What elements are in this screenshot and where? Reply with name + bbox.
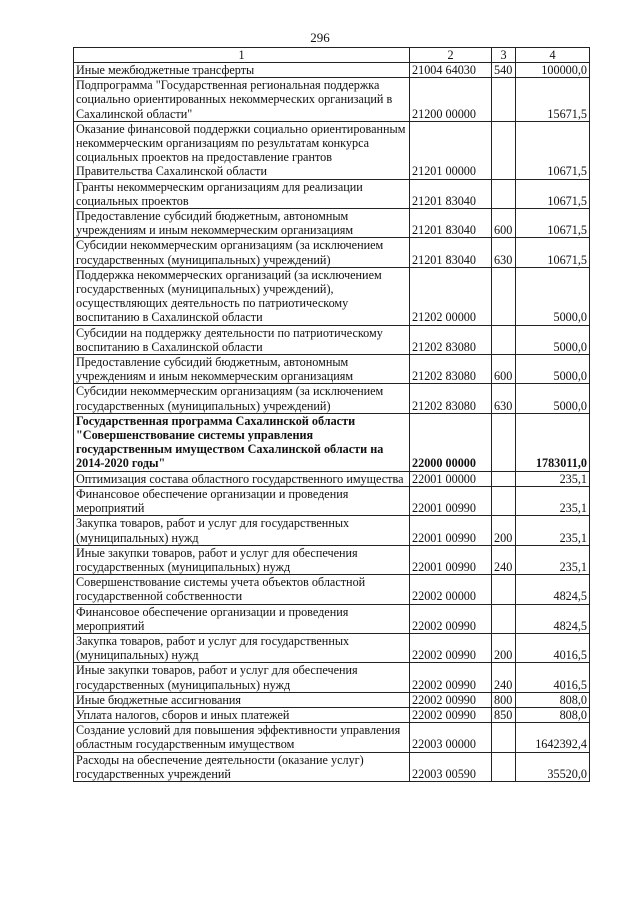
row-vr xyxy=(492,78,516,122)
row-code: 22002 00990 xyxy=(410,663,492,692)
row-code: 21202 83080 xyxy=(410,384,492,413)
row-sum: 4016,5 xyxy=(516,633,590,662)
row-sum: 808,0 xyxy=(516,707,590,722)
row-sum: 5000,0 xyxy=(516,267,590,325)
row-name: Предоставление субсидий бюджетным, автономным учреждениям и иным некоммерческим организациям xyxy=(74,209,410,238)
row-code: 22003 00590 xyxy=(410,752,492,781)
header-col-name: 1 xyxy=(74,48,410,63)
row-name: Финансовое обеспечение организации и проведения мероприятий xyxy=(74,604,410,633)
row-vr: 630 xyxy=(492,238,516,267)
row-sum: 235,1 xyxy=(516,516,590,545)
row-code: 22001 00990 xyxy=(410,545,492,574)
table-row xyxy=(74,604,590,633)
row-code: 21202 00000 xyxy=(410,267,492,325)
row-code: 22002 00990 xyxy=(410,692,492,707)
row-code: 21202 83080 xyxy=(410,325,492,354)
row-name: Иные закупки товаров, работ и услуг для обеспечения государственных (муниципальных) нужд xyxy=(74,663,410,692)
row-sum: 235,1 xyxy=(516,545,590,574)
row-name: Уплата налогов, сборов и иных платежей xyxy=(74,707,410,722)
row-sum: 4824,5 xyxy=(516,604,590,633)
row-code: 22002 00990 xyxy=(410,604,492,633)
row-sum: 4824,5 xyxy=(516,575,590,604)
table-row xyxy=(74,384,590,413)
row-code: 22002 00990 xyxy=(410,633,492,662)
row-sum: 35520,0 xyxy=(516,752,590,781)
row-code: 22001 00990 xyxy=(410,516,492,545)
row-name: Поддержка некоммерческих организаций (за исключением государственных (муниципальных) учреждений), осуществляющих деятельность по патриотическому воспитанию в Сахалинской области xyxy=(74,267,410,325)
row-vr: 600 xyxy=(492,209,516,238)
row-code: 22002 00000 xyxy=(410,575,492,604)
row-vr xyxy=(492,604,516,633)
row-code: 21200 00000 xyxy=(410,78,492,122)
row-name: Закупка товаров, работ и услуг для государственных (муниципальных) нужд xyxy=(74,516,410,545)
table-row xyxy=(74,486,590,515)
row-name: Государственная программа Сахалинской области "Совершенствование системы управления государственным имуществом Сахалинской области на 2014-2020 годы" xyxy=(74,413,410,471)
row-sum: 235,1 xyxy=(516,471,590,486)
row-code: 21201 00000 xyxy=(410,121,492,179)
row-name: Финансовое обеспечение организации и проведения мероприятий xyxy=(74,486,410,515)
table-row xyxy=(74,325,590,354)
budget-table xyxy=(73,47,590,782)
row-sum: 808,0 xyxy=(516,692,590,707)
table-row xyxy=(74,723,590,752)
table-row xyxy=(74,471,590,486)
row-vr xyxy=(492,471,516,486)
row-vr: 240 xyxy=(492,545,516,574)
row-vr xyxy=(492,752,516,781)
row-code: 22002 00990 xyxy=(410,707,492,722)
row-name: Иные межбюджетные трансферты xyxy=(74,63,410,78)
row-sum: 10671,5 xyxy=(516,179,590,208)
row-name: Иные закупки товаров, работ и услуг для обеспечения государственных (муниципальных) нужд xyxy=(74,545,410,574)
row-code: 21004 64030 xyxy=(410,63,492,78)
table-row xyxy=(74,355,590,384)
row-vr xyxy=(492,267,516,325)
row-vr: 600 xyxy=(492,355,516,384)
row-code: 22000 00000 xyxy=(410,413,492,471)
row-vr xyxy=(492,325,516,354)
row-name: Оказание финансовой поддержки социально ориентированным некоммерческим организациям по результатам конкурса социальных проектов на предоставление грантов Правительства Сахалинской области xyxy=(74,121,410,179)
row-code: 21201 83040 xyxy=(410,238,492,267)
table-row xyxy=(74,413,590,471)
header-col-sum: 4 xyxy=(516,48,590,63)
row-sum: 15671,5 xyxy=(516,78,590,122)
row-name: Субсидии некоммерческим организациям (за исключением государственных (муниципальных) учреждений) xyxy=(74,238,410,267)
budget-table-body xyxy=(74,48,590,782)
table-row xyxy=(74,633,590,662)
row-name: Предоставление субсидий бюджетным, автономным учреждениям и иным некоммерческим организациям xyxy=(74,355,410,384)
header-col-vr: 3 xyxy=(492,48,516,63)
table-row xyxy=(74,707,590,722)
table-row xyxy=(74,516,590,545)
row-sum: 100000,0 xyxy=(516,63,590,78)
row-vr xyxy=(492,575,516,604)
row-sum: 10671,5 xyxy=(516,121,590,179)
row-code: 22001 00990 xyxy=(410,486,492,515)
row-code: 22001 00000 xyxy=(410,471,492,486)
row-name: Совершенствование системы учета объектов областной государственной собственности xyxy=(74,575,410,604)
row-vr: 800 xyxy=(492,692,516,707)
row-vr xyxy=(492,413,516,471)
row-sum: 1783011,0 xyxy=(516,413,590,471)
row-vr: 850 xyxy=(492,707,516,722)
row-name: Гранты некоммерческим организациям для реализации социальных проектов xyxy=(74,179,410,208)
row-sum: 235,1 xyxy=(516,486,590,515)
table-row xyxy=(74,121,590,179)
row-vr: 240 xyxy=(492,663,516,692)
row-name: Закупка товаров, работ и услуг для государственных (муниципальных) нужд xyxy=(74,633,410,662)
table-row xyxy=(74,209,590,238)
row-sum: 5000,0 xyxy=(516,384,590,413)
row-name: Оптимизация состава областного государственного имущества xyxy=(74,471,410,486)
table-row xyxy=(74,78,590,122)
row-sum: 5000,0 xyxy=(516,325,590,354)
row-sum: 4016,5 xyxy=(516,663,590,692)
row-name: Подпрограмма "Государственная региональная поддержка социально ориентированных некоммерческих организаций в Сахалинской области" xyxy=(74,78,410,122)
table-header-row xyxy=(74,48,590,63)
table-row xyxy=(74,179,590,208)
row-name: Субсидии некоммерческим организациям (за исключением государственных (муниципальных) учреждений) xyxy=(74,384,410,413)
page-number: 296 xyxy=(310,30,330,45)
row-vr: 540 xyxy=(492,63,516,78)
row-sum: 1642392,4 xyxy=(516,723,590,752)
table-row xyxy=(74,238,590,267)
row-vr: 200 xyxy=(492,633,516,662)
row-name: Создание условий для повышения эффективности управления областным государственным имуществом xyxy=(74,723,410,752)
row-code: 21202 83080 xyxy=(410,355,492,384)
table-row xyxy=(74,752,590,781)
table-row xyxy=(74,663,590,692)
row-code: 22003 00000 xyxy=(410,723,492,752)
header-col-code: 2 xyxy=(410,48,492,63)
row-name: Субсидии на поддержку деятельности по патриотическому воспитанию в Сахалинской области xyxy=(74,325,410,354)
table-row xyxy=(74,575,590,604)
row-sum: 10671,5 xyxy=(516,238,590,267)
row-vr: 200 xyxy=(492,516,516,545)
table-row xyxy=(74,545,590,574)
row-vr xyxy=(492,723,516,752)
table-row xyxy=(74,63,590,78)
row-name: Расходы на обеспечение деятельности (оказание услуг) государственных учреждений xyxy=(74,752,410,781)
table-row xyxy=(74,692,590,707)
row-vr: 630 xyxy=(492,384,516,413)
row-vr xyxy=(492,121,516,179)
row-vr xyxy=(492,179,516,208)
table-row xyxy=(74,267,590,325)
row-sum: 10671,5 xyxy=(516,209,590,238)
row-code: 21201 83040 xyxy=(410,179,492,208)
row-sum: 5000,0 xyxy=(516,355,590,384)
row-vr xyxy=(492,486,516,515)
row-name: Иные бюджетные ассигнования xyxy=(74,692,410,707)
row-code: 21201 83040 xyxy=(410,209,492,238)
